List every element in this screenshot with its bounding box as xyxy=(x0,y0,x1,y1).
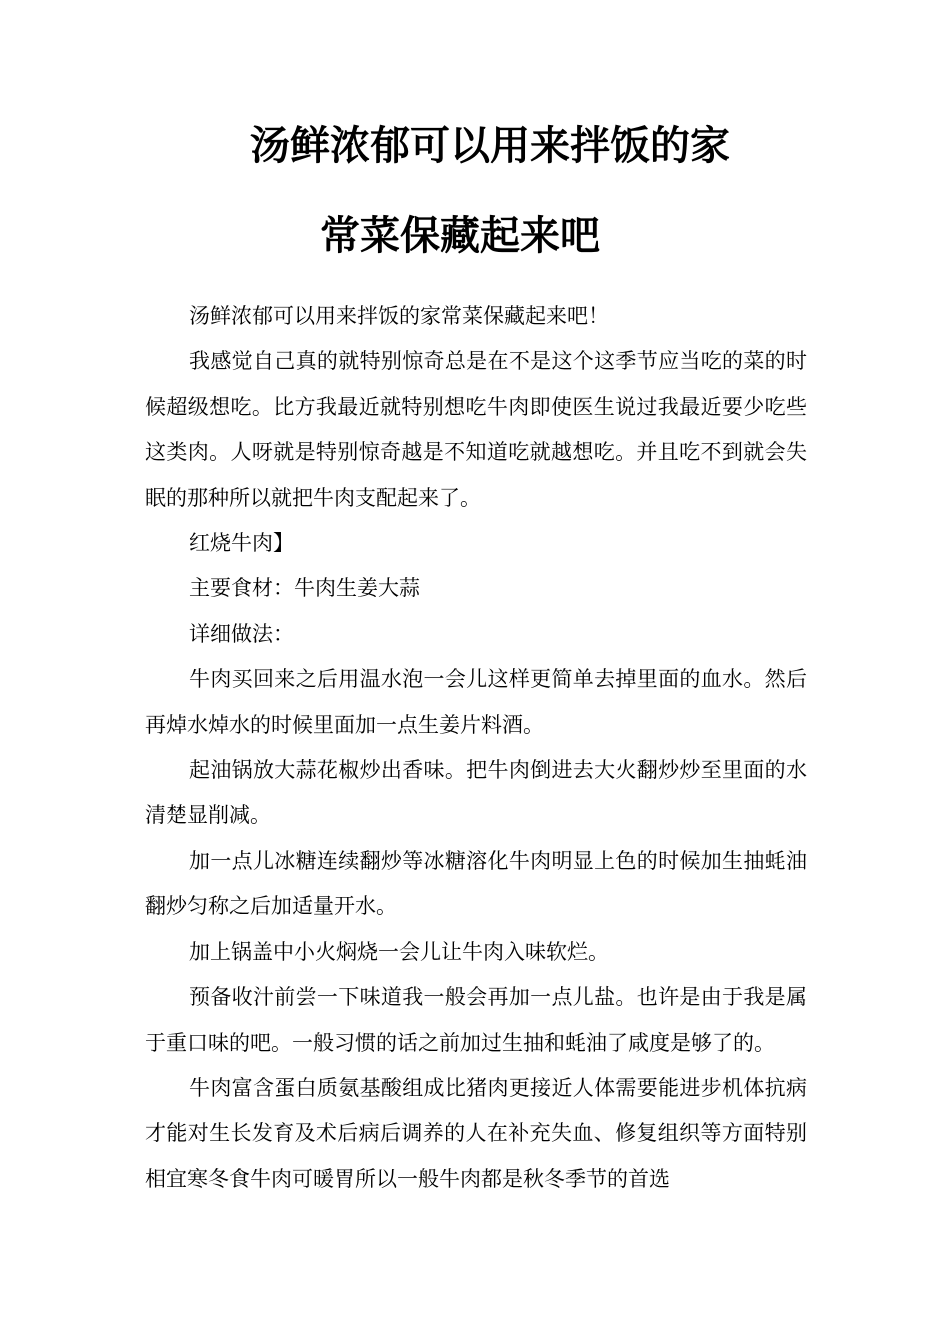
recipe-step-1: 牛肉买回来之后用温水泡一会儿这样更简单去掉里面的血水。然后再焯水焯水的时候里面加一点生姜片料酒。 xyxy=(145,667,807,737)
paragraph-nutrition: 牛肉富含蛋白质氨基酸组成比猪肉更接近人体需要能进步机体抗病才能对生长发育及术后病后调养的人在补充失血、修复组织等方面特别相宜寒冬食牛肉可暖胃所以一般牛肉都是秋冬季节的首选 xyxy=(145,1075,807,1191)
recipe-step-3: 加一点儿冰糖连续翻炒等冰糖溶化牛肉明显上色的时候加生抽蚝油翻炒匀称之后加适量开水。 xyxy=(145,848,807,919)
paragraph-craving: 我感觉自己真的就特别惊奇总是在不是这个这季节应当吃的菜的时候超级想吃。比方我最近就特别想吃牛肉即使医生说过我最近要少吃些这类肉。人呀就是特别惊奇越是不知道吃就越想吃。并且吃不到就会失眠的那种所以就把牛肉支配起来了。 xyxy=(145,349,807,510)
document-body xyxy=(145,294,807,1202)
recipe-step-2: 起油锅放大蒜花椒炒出香味。把牛肉倒进去大火翻炒炒至里面的水清楚显削减。 xyxy=(145,758,807,828)
document-title-line-2: 常菜保藏起来吧 xyxy=(320,212,600,259)
document-title-line-1: 汤鲜浓郁可以用来拌饭的家 xyxy=(250,122,730,169)
recipe-step-5: 预备收汁前尝一下味道我一般会再加一点儿盐。也许是由于我是属于重口味的吧。一般习惯的话之前加过生抽和蚝油了咸度是够了的。 xyxy=(145,985,807,1055)
recipe-name: 红烧牛肉】 xyxy=(189,531,294,556)
recipe-step-4: 加上锅盖中小火焖烧一会儿让牛肉入味软烂。 xyxy=(189,939,609,964)
paragraph-intro: 汤鲜浓郁可以用来拌饭的家常菜保藏起来吧！ xyxy=(189,304,609,328)
recipe-ingredients: 主要食材：牛肉生姜大蒜 xyxy=(189,576,420,601)
recipe-method-heading: 详细做法： xyxy=(189,621,294,646)
